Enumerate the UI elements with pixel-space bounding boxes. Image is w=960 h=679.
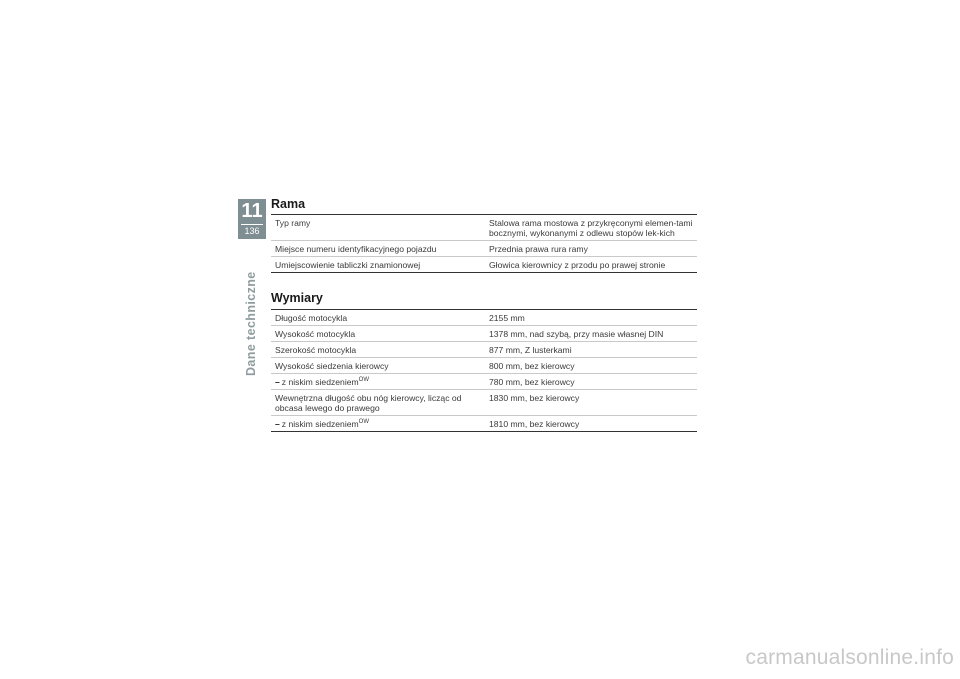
tab-divider [241,224,263,225]
spec-table-rama [271,214,697,273]
dash-bullet: – [275,377,280,387]
spec-table-wymiary [271,309,697,432]
row-value: 2155 mm [489,313,525,323]
watermark: carmanualsonline.info [745,646,954,669]
table-row [271,257,697,273]
row-value: 1810 mm, bez kierowcy [489,419,580,429]
row-value: 800 mm, bez kierowcy [489,361,575,371]
row-label: Wysokość motocykla [275,329,356,339]
row-label: Wysokość siedzenia kierowcy [275,361,389,371]
ow-superscript: OW [358,377,370,384]
section-title-wymiary: Wymiary [271,291,323,305]
row-value: Głowica kierownicy z przodu po prawej stronie [489,260,666,270]
row-value: Stalowa rama mostowa z przykręconymi elemen-tami bocznymi, wykonanymi z odlewu stopów lek-kich [489,218,693,238]
chapter-number: 11 [241,200,263,222]
row-label-text: z niskim siedzeniem [281,419,359,429]
ow-superscript: OW [358,419,370,426]
chapter-side-label: Dane techniczne [244,271,258,376]
row-label: Typ ramy [275,218,311,228]
table-row [271,215,697,241]
table-row [271,358,697,374]
table-row [271,390,697,416]
page-number: 136 [244,226,260,236]
table-row [271,342,697,358]
chapter-tab [238,199,266,239]
row-label: Szerokość motocykla [275,345,357,355]
row-label-sub [271,416,485,431]
row-label: Długość motocykla [275,313,348,323]
table-row [271,241,697,257]
row-label: Miejsce numeru identyfikacyjnego pojazdu [275,244,437,254]
dash-bullet: – [275,419,280,429]
table-row [271,416,697,432]
table-row [271,310,697,326]
row-value: Przednia prawa rura ramy [489,244,588,254]
row-value: 1830 mm, bez kierowcy [489,393,580,403]
section-title-rama: Rama [271,197,306,211]
row-label-sub [271,374,485,389]
row-value: 877 mm, Z lusterkami [489,345,572,355]
row-value: 780 mm, bez kierowcy [489,377,575,387]
row-value: 1378 mm, nad szybą, przy masie własnej DIN [489,329,664,339]
row-label: Umiejscowienie tabliczki znamionowej [275,260,421,270]
row-label-text: z niskim siedzeniem [281,377,359,387]
row-label: Wewnętrzna długość obu nóg kierowcy, licząc od obcasa lewego do prawego [275,393,462,413]
table-row [271,374,697,390]
table-row [271,326,697,342]
